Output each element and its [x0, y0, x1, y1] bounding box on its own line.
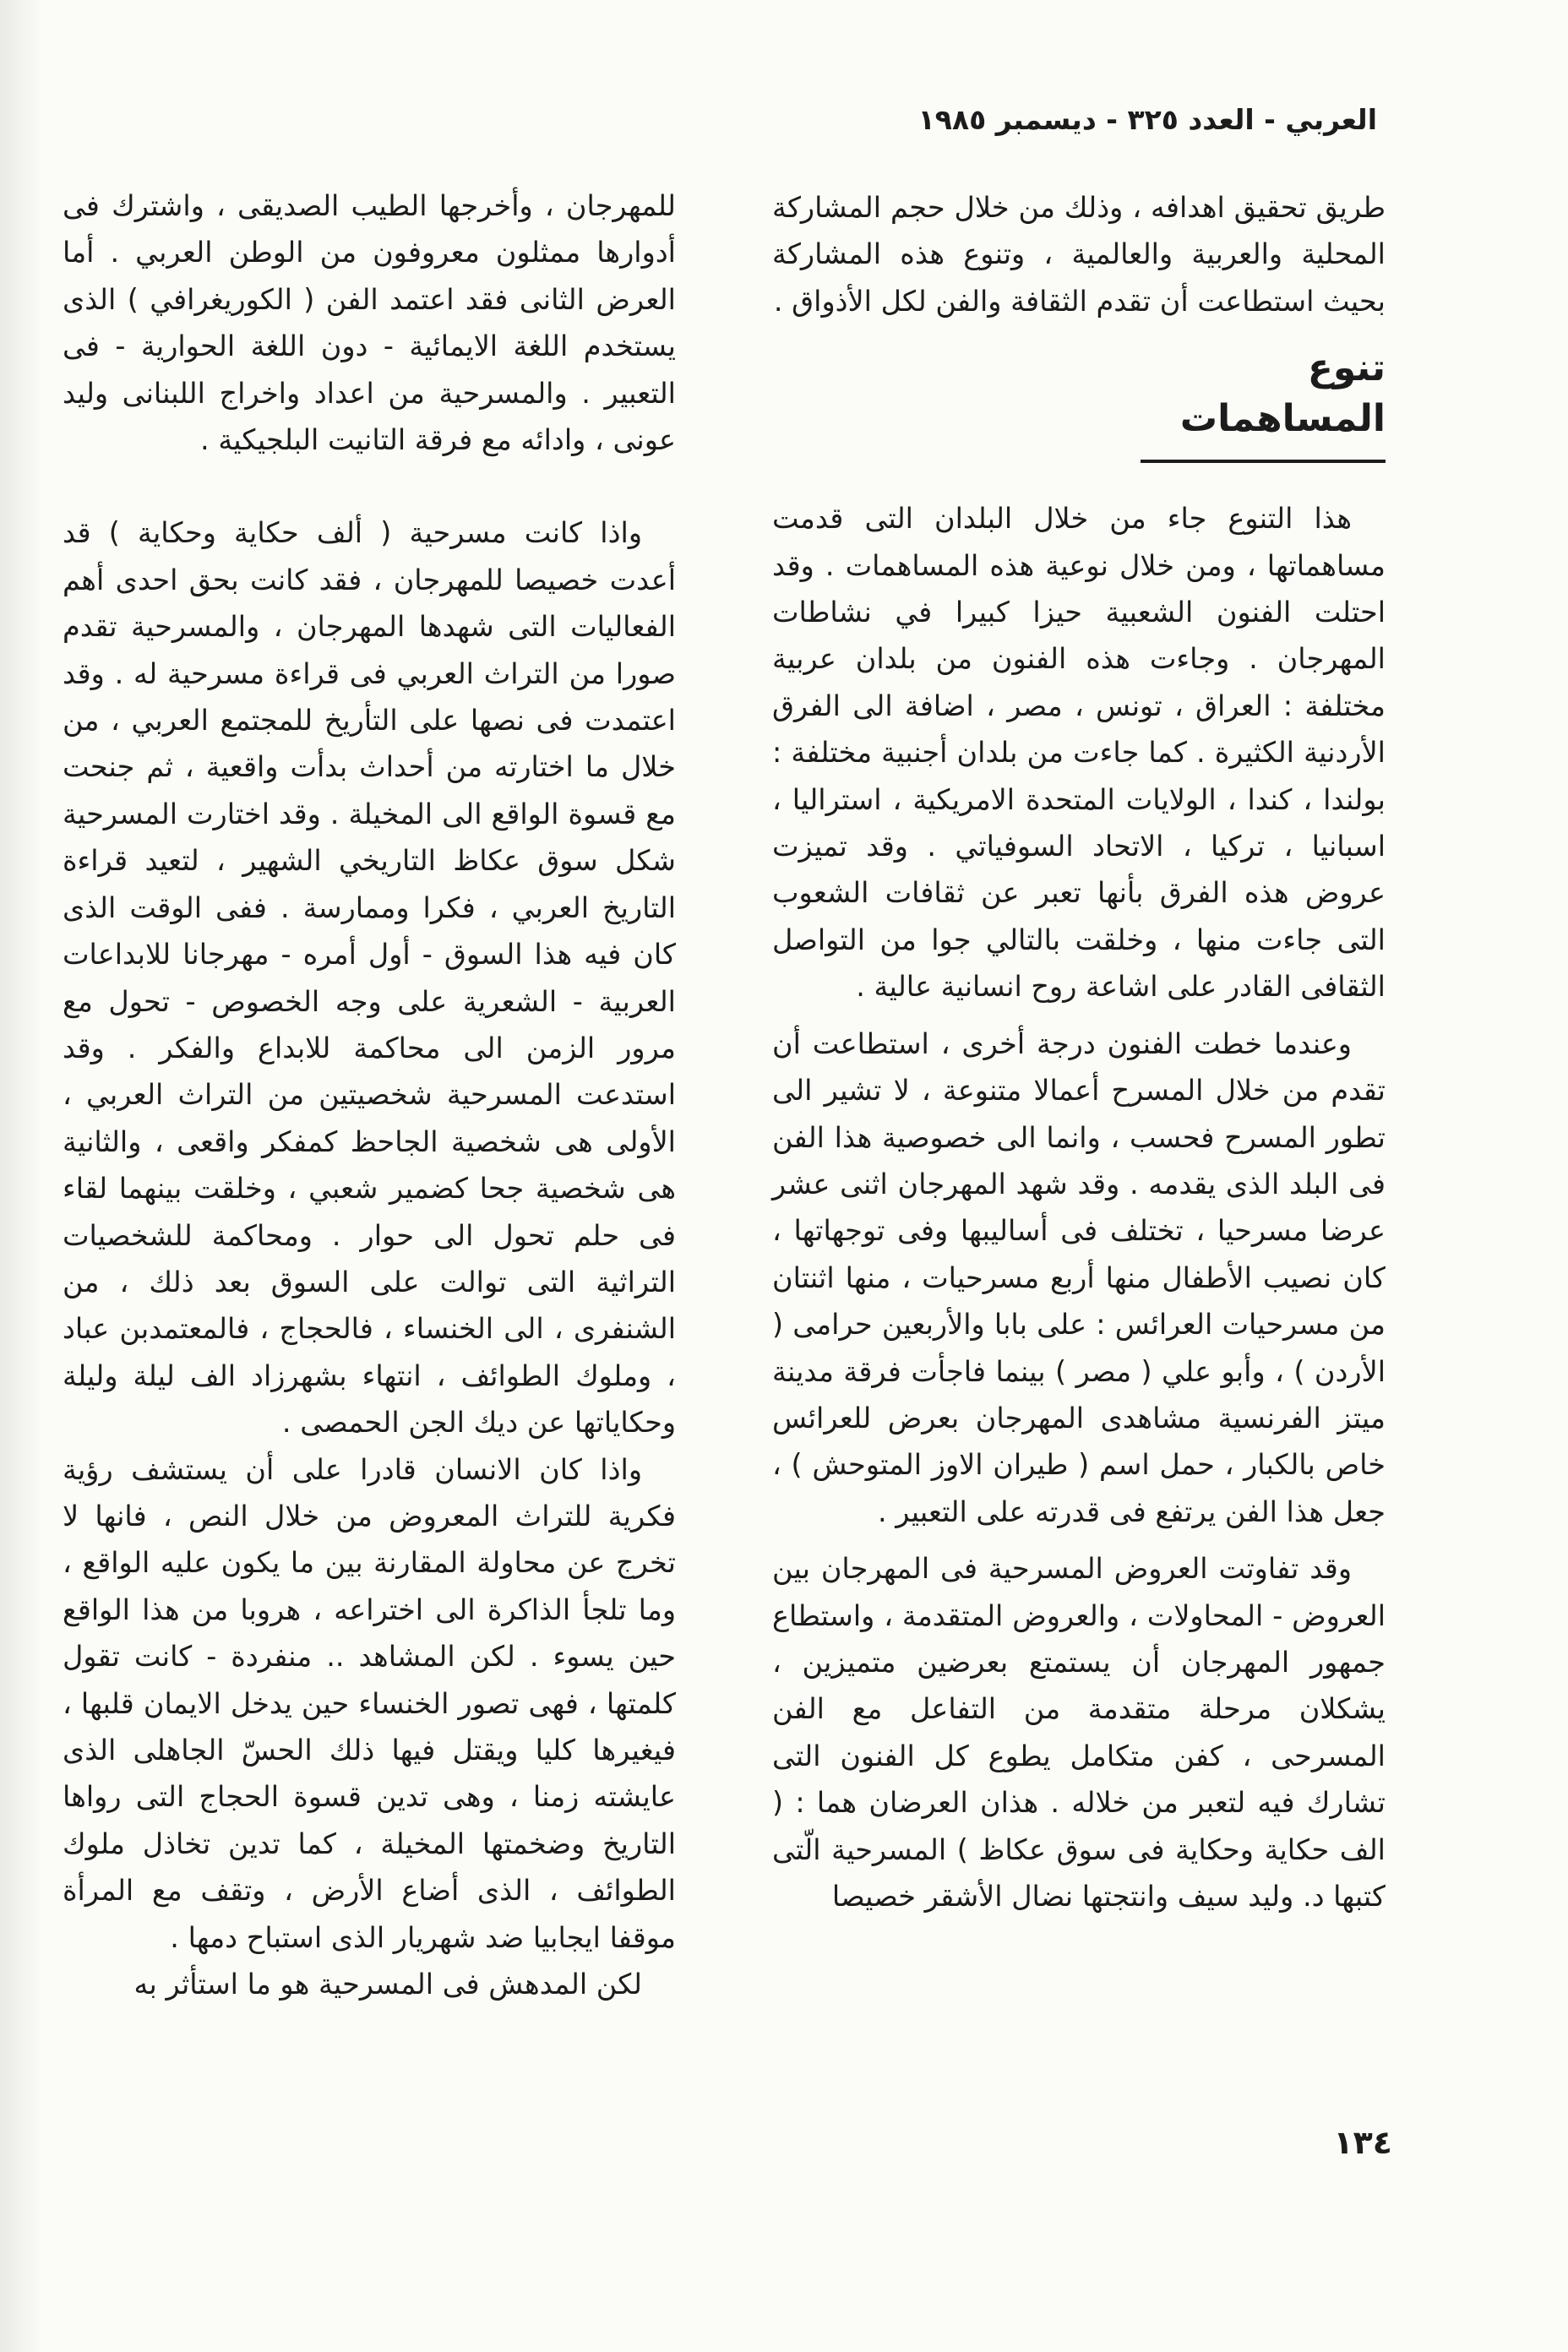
paragraph: واذا كانت مسرحية ( ألف حكاية وحكاية ) قد أعدت خصيصا للمهرجان ، فقد كانت بحق احدى أهم الفعاليات التى شهدها المهرجان ، والمسرحية تقدم صورا من التراث العربي فى قراءة مسرحية له . وقد اعتمدت فى نصها على التأريخ للمجتمع العربي ، من خلال ما اختارته من أحداث بدأت واقعية ، ثم جنحت مع قسوة الواقع الى المخيلة . وقد اختارت المسرحية شكل سوق عكاظ التاريخي الشهير ، لتعيد قراءة التاريخ العربي ، فكرا وممارسة . ففى الوقت الذى كان فيه هذا السوق - أول أمره - مهرجانا للابداعات العربية - الشعرية على وجه الخصوص - تحول مع مرور الزمن الى محاكمة للابداع والفكر . وقد استدعت المسرحية شخصيتين من التراث العربي ، الأولى هى شخصية الجاحظ كمفكر واقعى ، والثانية هى شخصية جحا كضمير شعبي ، وخلقت بينهما لقاء فى حلم تحول الى حوار . ومحاكمة للشخصيات التراثية التى توالت على السوق بعد ذلك ، من الشنفرى ، الى الخنساء ، فالحجاج ، فالمعتمدبن عباد ، وملوك الطوائف ، انتهاء بشهرزاد الف ليلة وليلة وحكاياتها عن ديك الجن الحمصى . — [63, 516, 676, 1440]
intro-paragraph: طريق تحقيق اهدافه ، وذلك من خلال حجم المشاركة المحلية والعربية والعالمية ، وتنوع هذه المشاركة بحيث استطاعت أن تقدم الثقافة والفن لكل الأذواق . — [772, 191, 1386, 318]
page-edge-shadow — [0, 0, 42, 2352]
paragraph: هذا التنوع جاء من خلال البلدان التى قدمت مساهماتها ، ومن خلال نوعية هذه المساهمات . وقد احتلت الفنون الشعبية حيزا كبيرا في نشاطات المهرجان . وجاءت هذه الفنون من بلدان عربية مختلفة : العراق ، تونس ، مصر ، اضافة الى الفرق الأردنية الكثيرة . كما جاءت من بلدان أجنبية مختلفة : بولندا ، كندا ، الولايات المتحدة الامريكية ، استراليا ، اسبانيا ، تركيا ، الاتحاد السوفياتي . وقد تميزت عروض هذه الفرق بأنها تعبر عن ثقافات الشعوب التى جاءت منها ، وخلقت بالتالي جوا من التواصل الثقافى القادر على اشاعة روح انسانية عالية . — [772, 502, 1386, 1004]
paragraph: واذا كان الانسان قادرا على أن يستشف رؤية فكرية للتراث المعروض من خلال النص ، فانها لا تخرج عن محاولة المقارنة بين ما يكون عليه الواقع ، وما تلجأ الذاكرة الى اختراعه ، هروبا من هذا الواقع حين يسوء . لكن المشاهد .. منفردة - كانت تقول كلمتها ، فهى تصور الخنساء حين يدخل الايمان قلبها ، فيغيرها كليا ويقتل فيها ذلك الحسّ الجاهلى الذى عايشته زمنا ، وهى تدين قسوة الحجاج التى رواها التاريخ وضخمتها المخيلة ، كما تدين تخاذل ملوك الطوائف ، الذى أضاع الأرض ، وتقف مع المرأة موقفا ايجابيا ضد شهريار الذى استباح دمها . — [63, 1452, 676, 1954]
article-column-right — [772, 184, 1386, 1919]
section-heading: تنوع المساهمات — [1141, 343, 1386, 463]
page-number: ١٣٤ — [1333, 2124, 1392, 2161]
running-header: العربي - العدد ٣٢٥ - ديسمبر ١٩٨٥ — [917, 103, 1377, 136]
paragraph: وقد تفاوتت العروض المسرحية فى المهرجان بين العروض - المحاولات ، والعروض المتقدمة ، واستطاع جمهور المهرجان أن يستمتع بعرضين متميزين ، يشكلان مرحلة متقدمة من التفاعل مع الفن المسرحى ، كفن متكامل يطوع كل الفنون التى تشارك فيه لتعبر من خلاله . هذان العرضان هما : ( الف حكاية وحكاية فى سوق عكاظ ) المسرحية الّتى كتبها د. وليد سيف وانتجتها نضال الأشقر خصيصا — [772, 1552, 1386, 1913]
section-heading-wrap — [772, 324, 1386, 463]
paragraph: لكن المدهش فى المسرحية هو ما استأثر به — [133, 1968, 642, 2001]
article-column-left — [63, 182, 676, 2007]
paragraph: للمهرجان ، وأخرجها الطيب الصديقى ، واشترك فى أدوارها ممثلون معروفون من الوطن العربي . أما العرض الثانى فقد اعتمد الفن ( الكوريغرافي ) الذى يستخدم اللغة الايمائية - دون اللغة الحوارية - فى التعبير . والمسرحية من اعداد واخراج اللبنانى وليد عونى ، وادائه مع فرقة التانيت البلجيكية . — [63, 189, 676, 457]
paragraph: وعندما خطت الفنون درجة أخرى ، استطاعت أن تقدم من خلال المسرح أعمالا متنوعة ، لا تشير الى تطور المسرح فحسب ، وانما الى خصوصية هذا الفن فى البلد الذى يقدمه . وقد شهد المهرجان اثنى عشر عرضا مسرحيا ، تختلف فى أساليبها وفى توجهاتها ، كان نصيب الأطفال منها أربع مسرحيات ، منها اثنتان من مسرحيات العرائس : على بابا والأربعين حرامى ( الأردن ) ، وأبو علي ( مصر ) بينما فاجأت فرقة مدينة ميتز الفرنسية مشاهدى المهرجان بعرض للعرائس خاص بالكبار ، حمل اسم ( طيران الاوز المتوحش ) ، جعل هذا الفن يرتفع فى قدرته على التعبير . — [772, 1026, 1386, 1528]
